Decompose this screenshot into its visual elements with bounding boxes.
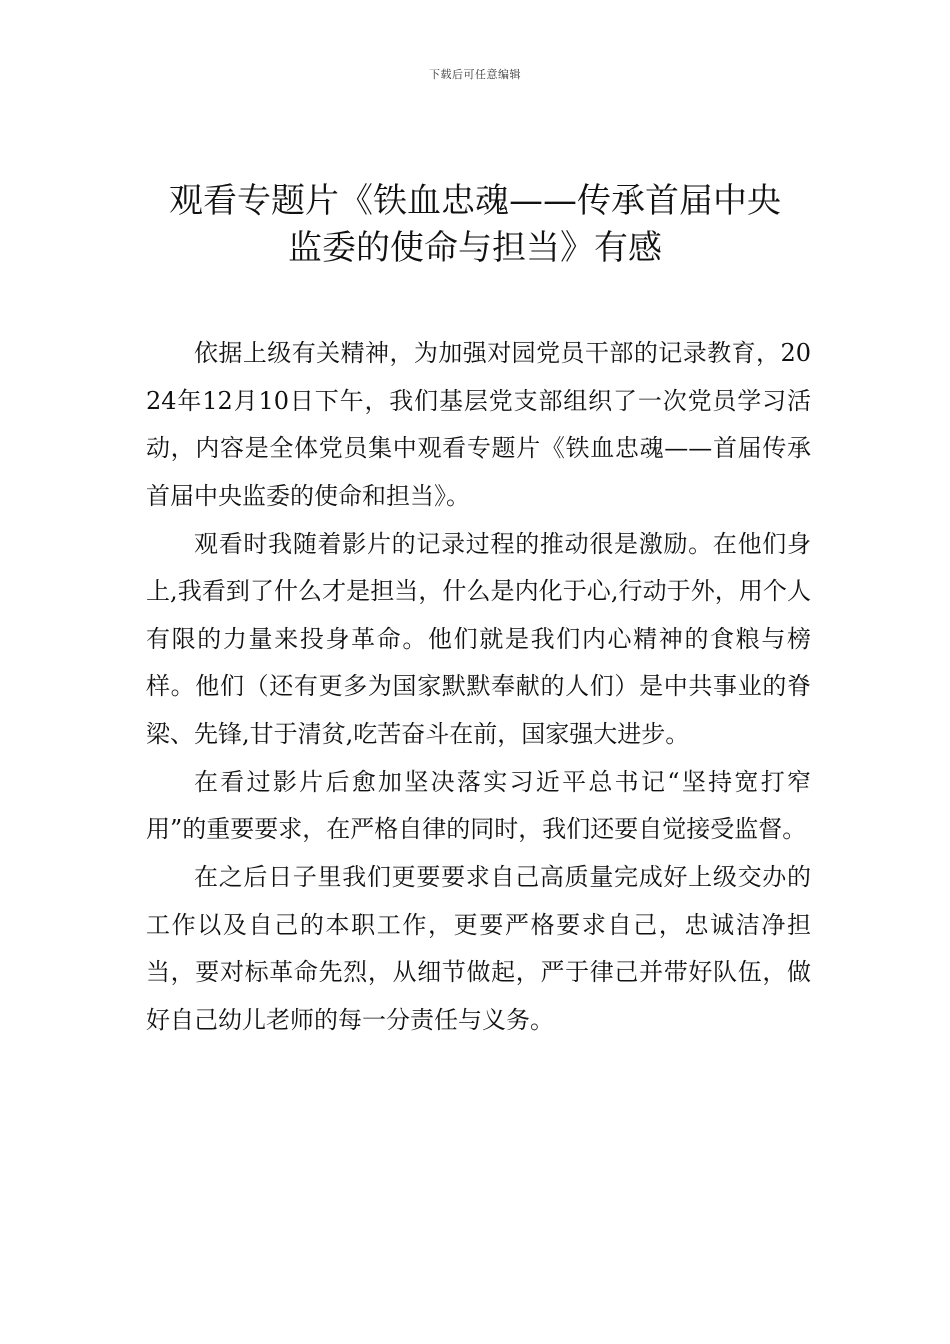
paragraph-4: 在之后日子里我们更要要求自己高质量完成好上级交办的工作以及自己的本职工作，更要严格要求自己，忠诚洁净担当，要对标革命先烈，从细节做起，严于律己并带好队伍，做好自己幼儿老师的每一分责任与义务。 bbox=[146, 863, 811, 1034]
title-line-1: 观看专题片《铁血忠魂——传承首届中央 bbox=[169, 181, 781, 221]
document-body bbox=[146, 330, 811, 1045]
paragraph-2: 观看时我随着影片的记录过程的推动很是激励。在他们身上,我看到了什么才是担当，什么是内化于心,行动于外，用个人有限的力量来投身革命。他们就是我们内心精神的食粮与榜样。他们（还有更多为国家默默奉献的人们）是中共事业的脊梁、先锋,甘于清贫,吃苦奋斗在前，国家强大进步。 bbox=[146, 529, 811, 748]
header-note: 下载后可任意编辑 bbox=[429, 68, 521, 81]
title-line-2: 监委的使命与担当》有感 bbox=[288, 228, 662, 268]
paragraph-3: 在看过影片后愈加坚决落实习近平总书记“坚持宽打窄用”的重要要求，在严格自律的同时，我们还要自觉接受监督。 bbox=[146, 767, 811, 843]
document-title bbox=[120, 178, 830, 272]
paragraph-1: 依据上级有关精神，为加强对园党员干部的记录教育，2024年12月10日下午，我们基层党支部组织了一次党员学习活动，内容是全体党员集中观看专题片《铁血忠魂——首届传承首届中央监委的使命和担当》。 bbox=[146, 339, 811, 510]
